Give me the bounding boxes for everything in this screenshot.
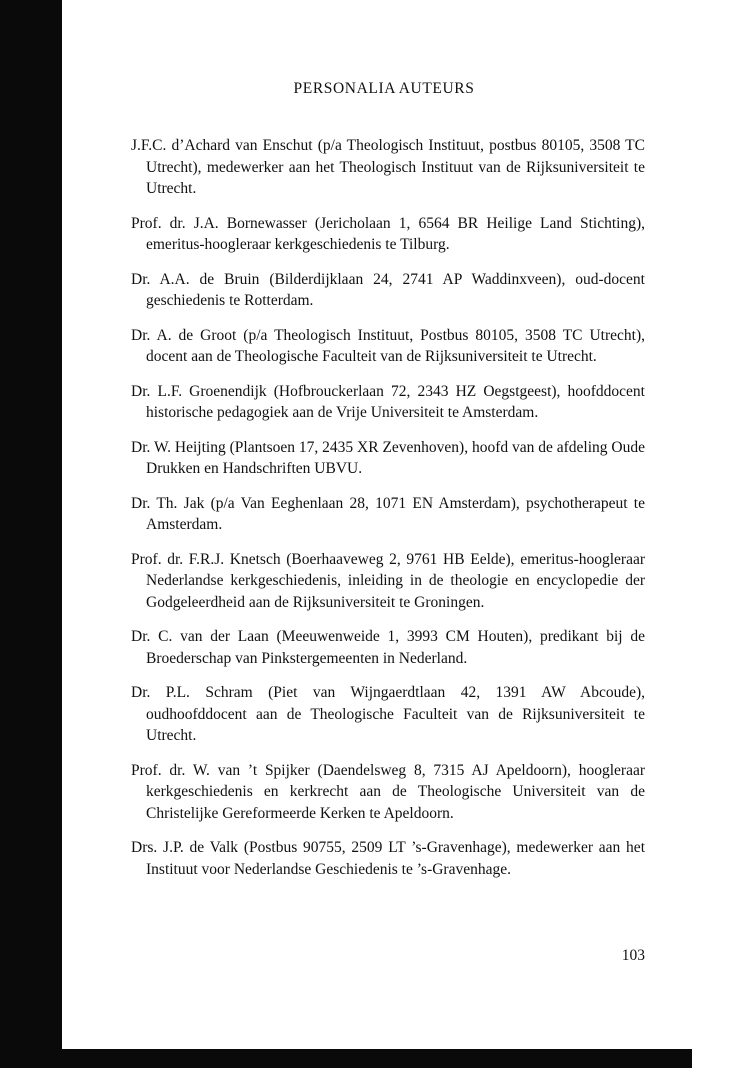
author-entry: J.F.C. d’Achard van Enschut (p/a Theologisch Instituut, postbus 80105, 3508 TC Utrecht), medewerker aan het Theologisch Instituut van de Rijksuniversiteit te Utrecht. bbox=[131, 137, 645, 197]
author-entry: Prof. dr. J.A. Bornewasser (Jericholaan 1, 6564 BR Heilige Land Stichting), emeritus-hoogleraar kerkgeschiedenis te Tilburg. bbox=[131, 214, 645, 253]
author-entry: Prof. dr. W. van ’t Spijker (Daendelsweg 8, 7315 AJ Apeldoorn), hoogleraar kerkgeschiedenis en kerkrecht aan de Theologische Universiteit van de Christelijke Gereformeerde Kerken te Apeldoorn. bbox=[131, 761, 645, 822]
author-entry: Drs. J.P. de Valk (Postbus 90755, 2509 LT ’s-Gravenhage), medewerker aan het Instituut voor Nederlandse Geschiedenis te ’s-Gravenhage. bbox=[131, 839, 645, 878]
author-entry: Dr. L.F. Groenendijk (Hofbrouckerlaan 72, 2343 HZ Oegstgeest), hoofddocent historische pedagogiek aan de Vrije Universiteit te Amsterdam. bbox=[131, 382, 645, 421]
scan-border-left bbox=[0, 0, 62, 1068]
author-entry: Dr. C. van der Laan (Meeuwenweide 1, 3993 CM Houten), predikant bij de Broederschap van Pinkstergemeenten in Nederland. bbox=[131, 628, 645, 667]
author-entry: Dr. P.L. Schram (Piet van Wijngaerdtlaan 42, 1391 AW Abcoude), oudhoofddocent aan de Theologische Faculteit van de Rijksuniversiteit te Utrecht. bbox=[131, 684, 645, 744]
page-title: PERSONALIA AUTEURS bbox=[293, 80, 475, 97]
author-entry: Prof. dr. F.R.J. Knetsch (Boerhaaveweg 2, 9761 HB Eelde), emeritus-hoogleraar Nederlandse kerkgeschiedenis, inleiding in de theologie en encyclopedie der Godgeleerdheid aan de Rijksuniversiteit te Groningen. bbox=[131, 550, 645, 611]
page-number: 103 bbox=[621, 947, 645, 964]
author-list bbox=[131, 135, 645, 893]
author-entry: Dr. W. Heijting (Plantsoen 17, 2435 XR Zevenhoven), hoofd van de afdeling Oude Drukken en Handschriften UBVU. bbox=[131, 438, 645, 477]
scan-border-bottom bbox=[0, 1049, 692, 1068]
author-entry: Dr. A. de Groot (p/a Theologisch Instituut, Postbus 80105, 3508 TC Utrecht), docent aan de Theologische Faculteit van de Rijksuniversiteit te Utrecht. bbox=[131, 326, 645, 365]
author-entry: Dr. A.A. de Bruin (Bilderdijklaan 24, 2741 AP Waddinxveen), oud-docent geschiedenis te Rotterdam. bbox=[131, 270, 645, 309]
author-entry: Dr. Th. Jak (p/a Van Eeghenlaan 28, 1071 EN Amsterdam), psychotherapeut te Amsterdam. bbox=[131, 494, 645, 533]
